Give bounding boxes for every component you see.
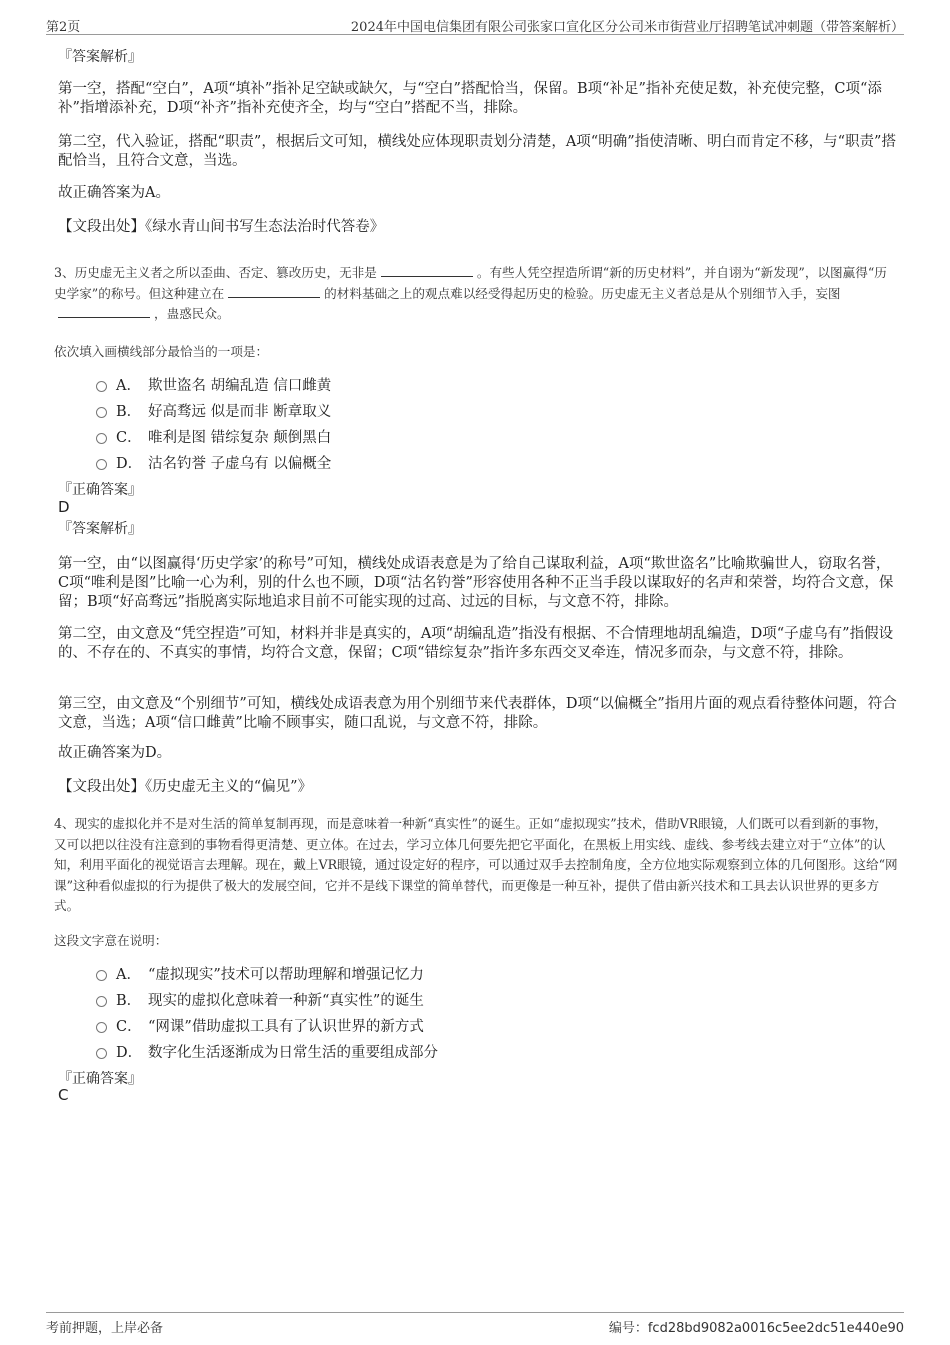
q4-option-c[interactable] (96, 1015, 424, 1036)
q3-option-d[interactable] (96, 452, 331, 473)
q3-option-a-text: 欺世盗名 胡编乱造 信口雌黄 (148, 378, 332, 394)
q2-analysis-heading: 『答案解析』 (58, 49, 142, 65)
q4-option-d[interactable] (96, 1041, 438, 1062)
q4-option-a-text: “虚拟现实”技术可以帮助理解和增强记忆力 (148, 967, 424, 983)
q3-analysis-para-2: 第二空，由文意及“凭空捏造”可知，材料并非是真实的，A项“胡编乱造”指没有根据、不合情理地胡乱编造，D项“子虚乌有”指假设的、不存在的、不真实的事情，均符合文意，保留；C项“错综复杂”指许多东西交叉牵连，情况多而杂，与文意不符，排除。 (58, 626, 894, 661)
q3-conclusion: 故正确答案为D。 (58, 745, 172, 761)
q3-option-c[interactable] (96, 426, 331, 447)
q4-answer-heading: 『正确答案』 (58, 1071, 142, 1087)
radio-icon[interactable] (96, 381, 107, 392)
radio-icon[interactable] (96, 433, 107, 444)
q3-stem-part-a: 3、历史虚无主义者之所以歪曲、否定、篡改历史，无非是 (54, 265, 377, 280)
q4-prompt: 这段文字意在说明： (54, 933, 168, 948)
q3-stem-part-b: 。有些人凭空捏造所谓“新的历史材料”，并自诩为“新发现”，以图赢得“历史学家”的称号。但这种建立在 (54, 265, 887, 301)
q4-option-c-key: C． (116, 1019, 142, 1035)
q3-answer: D (58, 498, 70, 516)
q4-option-d-text: 数字化生活逐渐成为日常生活的重要组成部分 (148, 1045, 438, 1061)
q3-stem-part-c: 的材料基础之上的观点难以经受得起历史的检验。历史虚无主义者总是从个别细节入手，妄图 (324, 285, 841, 301)
q4-option-a-key: A． (116, 967, 141, 983)
q4-answer: C (58, 1086, 69, 1104)
q4-option-c-text: “网课”借助虚拟工具有了认识世界的新方式 (148, 1019, 424, 1035)
q3-stem-part-d: ，蛊惑民众。 (154, 306, 230, 321)
q3-analysis-para-3: 第三空，由文意及“个别细节”可知，横线处成语表意为用个别细节来代表群体，D项“以偏概全”指用片面的观点看待整体问题，符合文意，当选；A项“信口雌黄”比喻不顾事实，随口乱说，与文意不符，排除。 (58, 696, 897, 731)
q3-source: 【文段出处】《历史虚无主义的“偏见”》 (58, 779, 313, 795)
q3-option-c-key: C． (116, 430, 142, 446)
page-number: 第2页 (46, 20, 81, 35)
page-footer (46, 1312, 904, 1337)
page-header (46, 14, 904, 35)
q2-analysis-para-2: 第二空，代入验证，搭配“职责”，根据后文可知，横线处应体现职责划分清楚，A项“明确”指使清晰、明白而肯定不移，与“职责”搭配恰当，且符合文意，当选。 (58, 134, 896, 169)
q3-answer-heading: 『正确答案』 (58, 482, 142, 498)
footer-code-label: 编号： (608, 1321, 648, 1336)
q3-blank-2 (228, 285, 320, 298)
document-title: 2024年中国电信集团有限公司张家口宣化区分公司米市街营业厅招聘笔试冲刺题（带答案解析） (350, 20, 904, 35)
radio-icon[interactable] (96, 1048, 107, 1059)
q4-option-b-key: B． (116, 993, 142, 1009)
q3-stem (54, 263, 899, 325)
q3-option-d-text: 沽名钓誉 子虚乌有 以偏概全 (148, 456, 332, 472)
footer-code-value: fcd28bd9082a0016c5ee2dc51e440e90 (647, 1321, 904, 1336)
q3-option-d-key: D． (116, 456, 143, 472)
q3-blank-1 (381, 264, 473, 277)
q3-option-b-text: 好高骛远 似是而非 断章取义 (148, 404, 332, 420)
q2-source: 【文段出处】《绿水青山间书写生态法治时代答卷》 (58, 219, 385, 235)
q4-option-b-text: 现实的虚拟化意味着一种新“真实性”的诞生 (148, 993, 424, 1009)
q4-option-d-key: D． (116, 1045, 143, 1061)
q2-analysis-para-1: 第一空，搭配“空白”，A项“填补”指补足空缺或缺欠，与“空白”搭配恰当，保留。B项“补足”指补充使足数，补充使完整，C项“添补”指增添补充，D项“补齐”指补充使齐全，均与“空白”搭配不当，排除。 (58, 81, 882, 116)
q3-analysis-para-1: 第一空，由“以图赢得‘历史学家’的称号”可知，横线处成语表意是为了给自己谋取利益，A项“欺世盗名”比喻欺骗世人，窃取名誉，C项“唯利是图”比喻一心为利，别的什么也不顾，D项“沽名钓誉”形容使用各种不正当手段以谋取好的名声和荣誉，均符合文意，保留；B项“好高骛远”指脱离实际地追求目前不可能实现的过高、过远的目标，与文意不符，排除。 (58, 556, 894, 610)
radio-icon[interactable] (96, 1022, 107, 1033)
footer-code (609, 1317, 904, 1336)
q3-blank-3 (58, 305, 150, 318)
q3-option-b[interactable] (96, 400, 331, 421)
q2-conclusion: 故正确答案为A。 (58, 185, 170, 201)
q3-analysis-heading: 『答案解析』 (58, 521, 142, 537)
q3-option-b-key: B． (116, 404, 142, 420)
footer-slogan: 考前押题，上岸必备 (46, 1321, 164, 1336)
q3-option-a-key: A． (116, 378, 141, 394)
q4-option-a[interactable] (96, 963, 424, 984)
radio-icon[interactable] (96, 970, 107, 981)
q3-option-a[interactable] (96, 374, 331, 395)
q3-option-c-text: 唯利是图 错综复杂 颠倒黑白 (148, 430, 332, 446)
radio-icon[interactable] (96, 459, 107, 470)
q4-stem: 4、现实的虚拟化并不是对生活的简单复制再现，而是意味着一种新“真实性”的诞生。正如“虚拟现实”技术，借助VR眼镜，人们既可以看到新的事物，又可以把以往没有注意到的事物看得更清楚、更立体。在过去，学习立体几何要先把它平面化，在黑板上用实线、虚线、参考线去建立对于“立体”的认知，利用平面化的视觉语言去理解。现在，戴上VR眼镜，通过设定好的程序，可以通过双手去控制角度，全方位地实际观察到立体的几何图形。这给“网课”这种看似虚拟的行为提供了极大的发展空间，它并不是线下课堂的简单替代，而更像是一种互补，提供了借由新兴技术和工具去认识世界的更多方式。 (54, 816, 898, 913)
q4-option-b[interactable] (96, 989, 424, 1010)
radio-icon[interactable] (96, 996, 107, 1007)
radio-icon[interactable] (96, 407, 107, 418)
q3-prompt: 依次填入画横线部分最恰当的一项是： (54, 344, 269, 359)
